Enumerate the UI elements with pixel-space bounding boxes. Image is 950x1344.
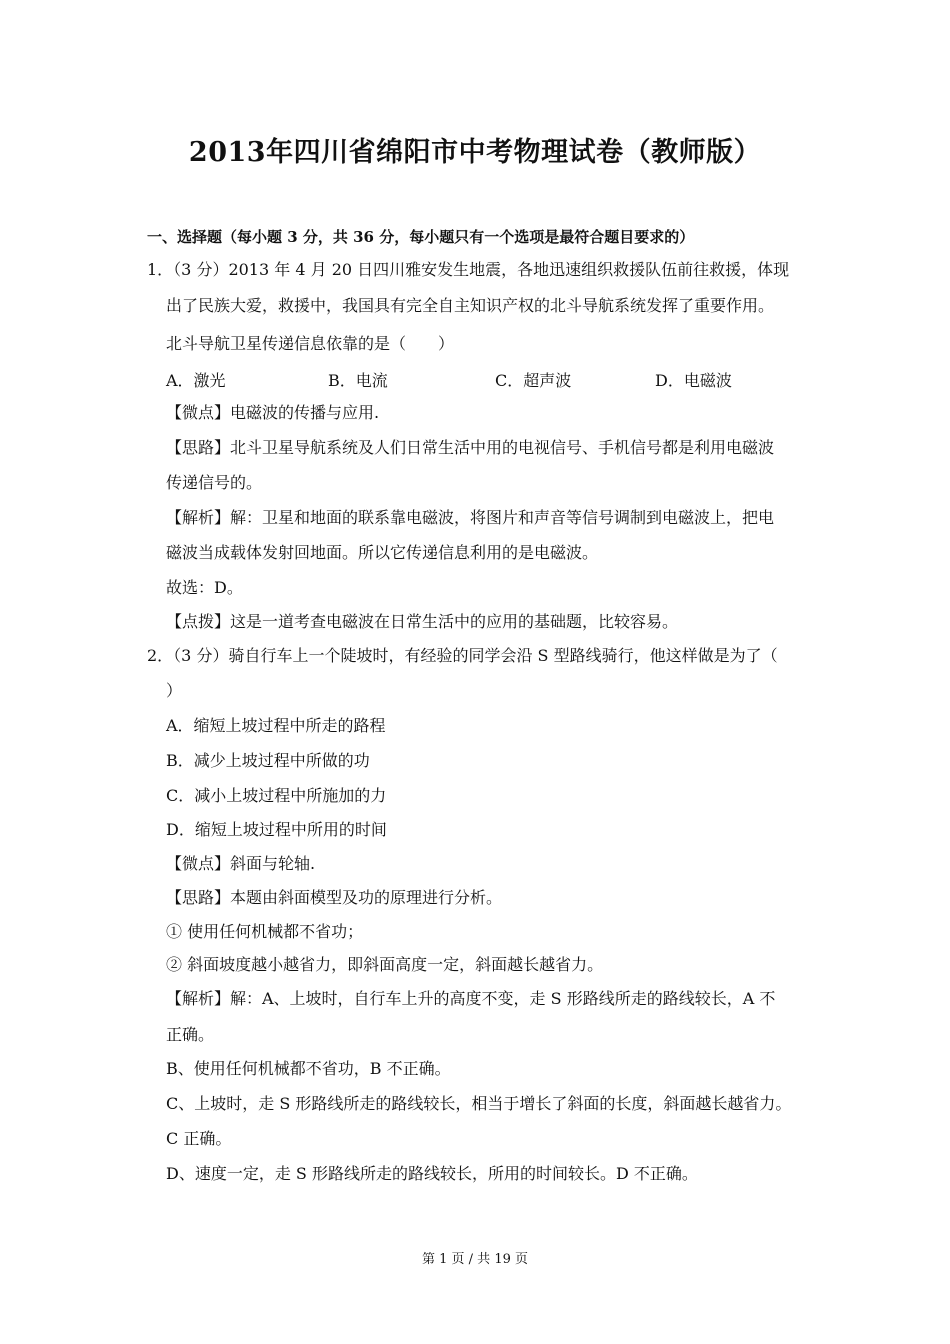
q2-jiexi-d: D、速度一定，走 S 形路线所走的路线较长，所用的时间较长。D 不正确。: [166, 1164, 698, 1183]
q1-stem-line: 北斗导航卫星传递信息依靠的是（ ）: [166, 334, 455, 353]
q2-jiexi-b: B、使用任何机械都不省功，B 不正确。: [166, 1059, 451, 1078]
q2-jiexi-c: C、上坡时，走 S 形路线所走的路线较长，相当于增长了斜面的长度，斜面越长越省力。: [166, 1094, 792, 1113]
q2-stem-line: 2．（3 分）骑自行车上一个陡坡时，有经验的同学会沿 S 型路线骑行，他这样做是为了（: [147, 646, 778, 665]
q1-weidian: 【微点】电磁波的传播与应用.: [166, 403, 380, 422]
q2-point: ① 使用任何机械都不省功；: [166, 922, 364, 941]
q2-jiexi-c: C 正确。: [166, 1129, 232, 1148]
q2-jiexi-line: 【解析】解：A、上坡时，自行车上升的高度不变，走 S 形路线所走的路线较长，A 不: [166, 989, 776, 1008]
q1-stem-line: 1．（3 分）2013 年 4 月 20 日四川雅安发生地震，各地迅速组织救援队伍前往救援，体现: [147, 260, 790, 279]
q1-option-d: D．电磁波: [655, 371, 732, 390]
q1-stem-line: 出了民族大爱，救援中，我国具有完全自主知识产权的北斗导航系统发挥了重要作用。: [166, 296, 775, 315]
q2-option-a: A．缩短上坡过程中所走的路程: [166, 716, 386, 735]
q1-option-c: C．超声波: [495, 371, 572, 390]
q2-jiexi-line: 正确。: [166, 1025, 215, 1044]
q2-option-c: C．减小上坡过程中所施加的力: [166, 786, 387, 805]
q1-jiexi-line: 【解析】解：卫星和地面的联系靠电磁波，将图片和声音等信号调制到电磁波上，把电: [166, 508, 775, 527]
q1-answer: 故选：D。: [166, 578, 243, 597]
q2-point: ② 斜面坡度越小越省力，即斜面高度一定，斜面越长越省力。: [166, 955, 604, 974]
q2-weidian: 【微点】斜面与轮轴.: [166, 854, 316, 873]
q1-silu-line: 【思路】北斗卫星导航系统及人们日常生活中用的电视信号、手机信号都是利用电磁波: [166, 438, 775, 457]
q1-option-a: A．激光: [166, 371, 226, 390]
q1-dianbo: 【点拨】这是一道考查电磁波在日常生活中的应用的基础题，比较容易。: [166, 612, 679, 631]
q1-option-b: B．电流: [328, 371, 388, 390]
page-footer: 第 1 页 / 共 19 页: [422, 1252, 528, 1267]
q1-jiexi-line: 磁波当成载体发射回地面。所以它传递信息利用的是电磁波。: [166, 543, 599, 562]
section-heading: 一、选择题（每小题 3 分，共 36 分，每小题只有一个选项是最符合题目要求的）: [147, 228, 695, 246]
q2-option-b: B．减少上坡过程中所做的功: [166, 751, 370, 770]
page-title: 2013年四川省绵阳市中考物理试卷（教师版）: [188, 137, 762, 168]
q1-silu-line: 传递信号的。: [166, 473, 263, 492]
q2-silu: 【思路】本题由斜面模型及功的原理进行分析。: [166, 888, 503, 907]
q2-stem-line: ）: [166, 681, 183, 700]
q2-option-d: D．缩短上坡过程中所用的时间: [166, 820, 387, 839]
